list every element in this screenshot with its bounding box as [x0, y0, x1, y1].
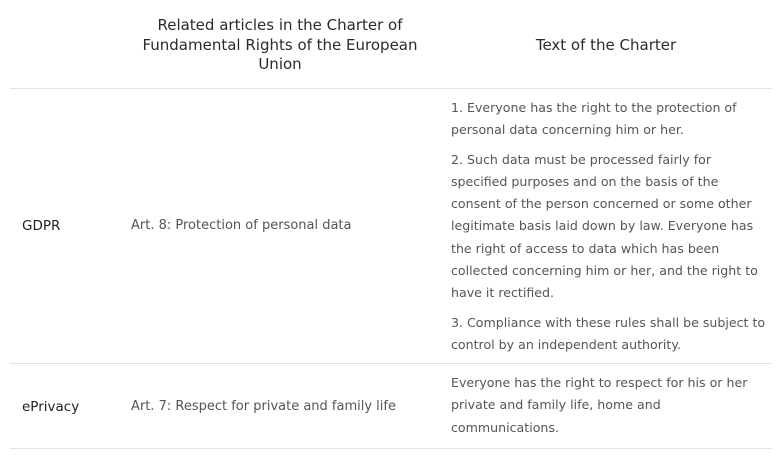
article-cell: Art. 7: Respect for private and family life [131, 399, 396, 414]
header-related-articles: Related articles in the Charter of Fundamental Rights of the European Union [142, 16, 418, 73]
table-row-eprivacy [10, 364, 772, 449]
regulation-cell: GDPR [22, 218, 61, 234]
charter-paragraph: 3. Compliance with these rules shall be subject to control by an independent authority. [451, 314, 766, 352]
regulation-cell: ePrivacy [22, 399, 80, 415]
article-cell: Art. 8: Protection of personal data [131, 218, 352, 233]
charter-paragraph: 1. Everyone has the right to the protection of personal data concerning him or her. [451, 100, 737, 138]
table-row-gdpr [10, 89, 772, 364]
header-charter-text: Text of the Charter [535, 36, 677, 54]
charter-text-cell [451, 372, 769, 439]
charter-paragraph: Everyone has the right to respect for his or her private and family life, home and communications. [451, 375, 748, 435]
charter-text-cell [451, 97, 769, 356]
charter-paragraph: 2. Such data must be processed fairly for specified purposes and on the basis of the consent of the person concerned or some other legitimate basis laid down by law. Everyone has the right of access to data which has been collected concerning him or her, and the right to have it rectified. [451, 151, 758, 301]
table-header-row [10, 0, 772, 89]
